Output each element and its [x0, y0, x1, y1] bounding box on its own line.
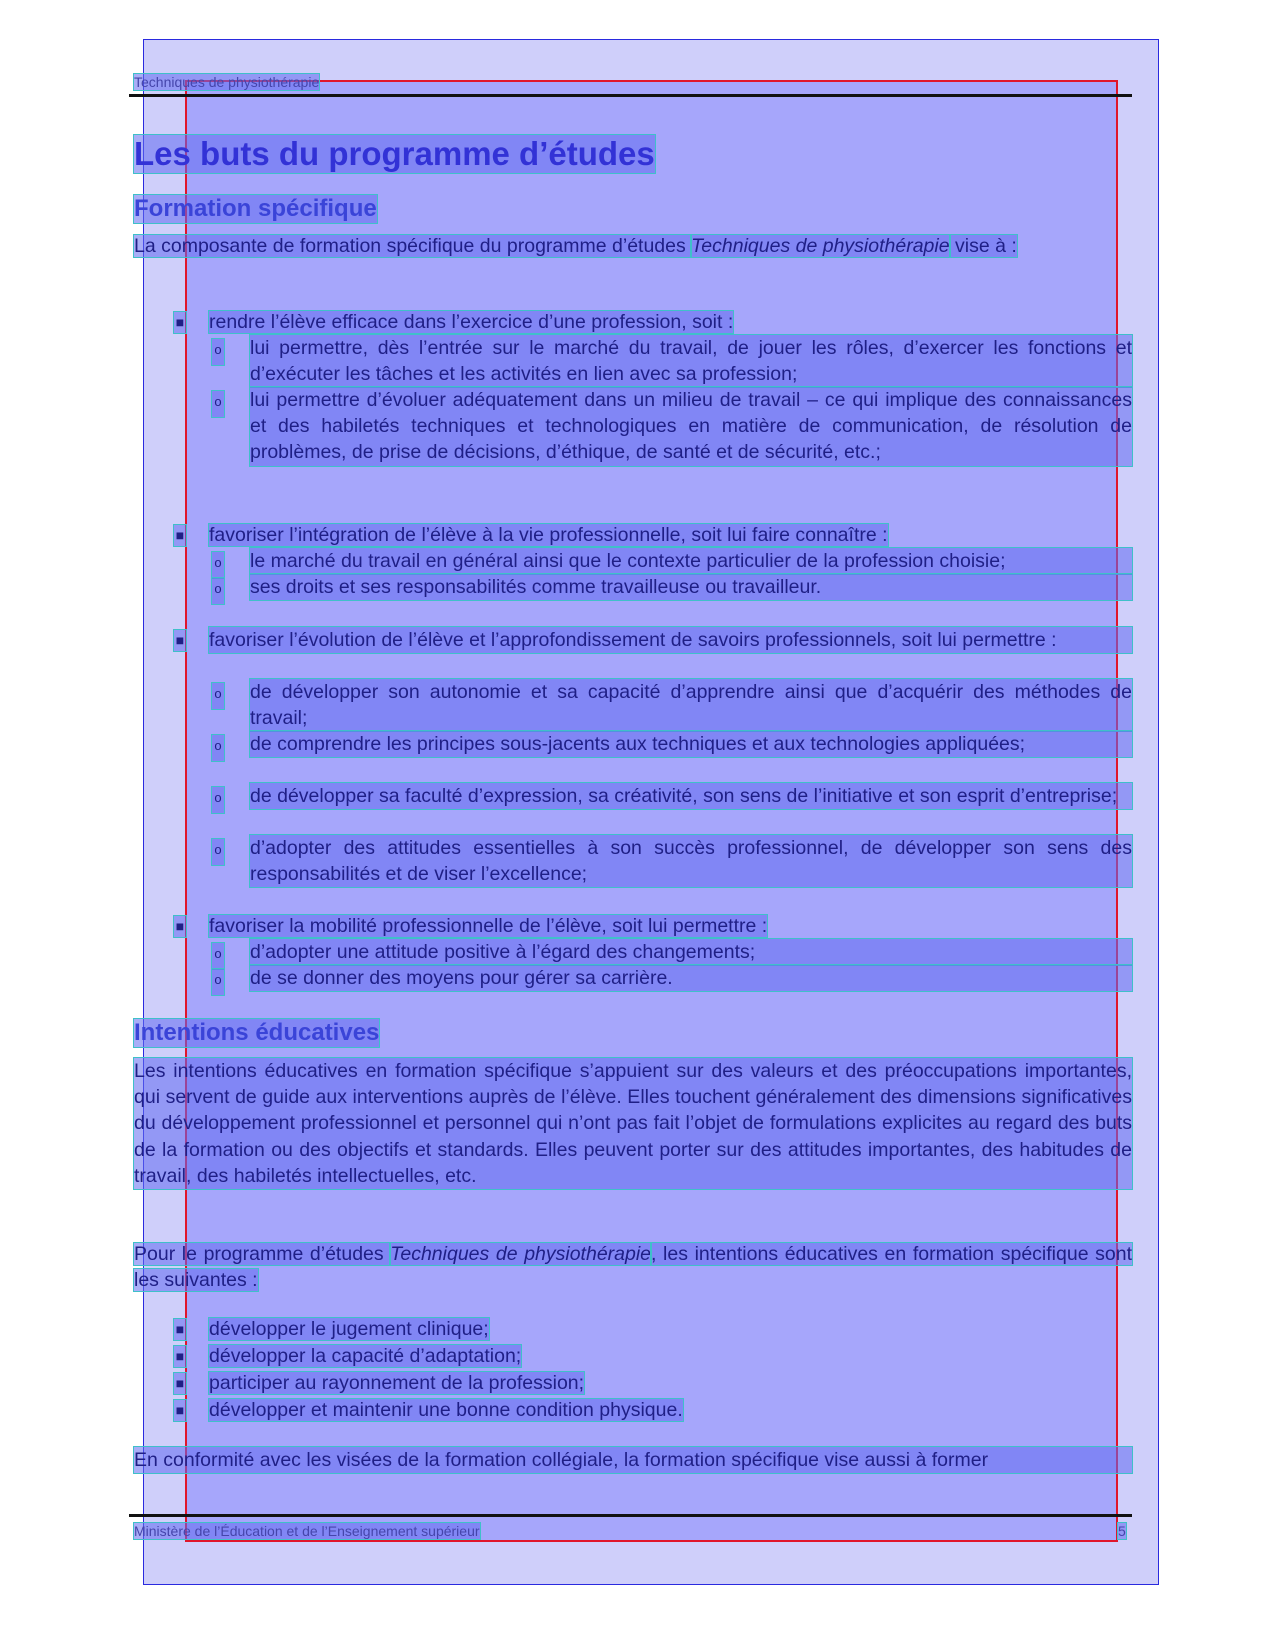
sub-bullet-item — [212, 939, 1132, 965]
program-name: Techniques de physiothérapie — [390, 1243, 652, 1265]
intro-text-before: La composante de formation spécifique du programme d’études — [134, 235, 692, 257]
circle-bullet-icon: o — [212, 787, 224, 813]
intro-program-name: Techniques de physiothérapie — [691, 235, 950, 257]
square-bullet-icon: ■ — [174, 916, 186, 937]
bullet-item — [174, 1343, 1132, 1369]
sub-bullet-item — [212, 387, 1132, 466]
program-text-before: Pour le programme d’études — [134, 1243, 391, 1265]
sub-bullet-item — [212, 783, 1132, 809]
square-bullet-icon: ■ — [174, 1346, 186, 1367]
program-text-after: , les intentions éducatives en formation spécifique sont les suivantes : — [134, 1243, 1133, 1292]
sub-bullet-item — [212, 679, 1132, 731]
closing-paragraph: En conformité avec les visées de la formation collégiale, la formation spécifique vise aussi à former — [134, 1447, 1132, 1473]
square-bullet-icon: ■ — [174, 1400, 186, 1421]
circle-bullet-icon: o — [212, 943, 224, 969]
square-bullet-icon: ■ — [174, 312, 186, 333]
bullet-item — [174, 309, 1132, 335]
bullet-text: favoriser la mobilité professionnelle de l’élève, soit lui permettre : — [209, 915, 768, 937]
sub-bullet-item — [212, 835, 1132, 887]
sub-bullet-text: de se donner des moyens pour gérer sa carrière. — [250, 965, 1132, 991]
circle-bullet-icon: o — [212, 391, 224, 417]
bullet-text: participer au rayonnement de la profession; — [209, 1372, 585, 1394]
footer-rule — [129, 1514, 1132, 1517]
sub-bullet-text: le marché du travail en général ainsi que le contexte particulier de la profession choisie; — [250, 548, 1132, 574]
bullet-item — [174, 1316, 1132, 1342]
sub-bullet-item — [212, 548, 1132, 574]
sub-bullet-text: lui permettre, dès l’entrée sur le marché du travail, de jouer les rôles, d’exercer les fonctions et d’exécuter les tâches et les activités en lien avec sa profession; — [250, 335, 1132, 387]
sub-bullet-text: d’adopter des attitudes essentielles à son succès professionnel, de développer son sens des responsabilités et de viser l’excellence; — [250, 835, 1132, 887]
bullet-text: développer la capacité d’adaptation; — [209, 1345, 522, 1367]
intro-paragraph — [134, 233, 1132, 259]
footer-ministry: Ministère de l’Éducation et de l’Enseignement supérieur — [134, 1523, 480, 1539]
circle-bullet-icon: o — [212, 839, 224, 865]
bullet-text: favoriser l’intégration de l’élève à la vie professionnelle, soit lui faire connaître : — [209, 524, 888, 546]
sub-bullet-item — [212, 965, 1132, 991]
sub-bullet-text: d’adopter une attitude positive à l’égard des changements; — [250, 939, 1132, 965]
bullet-text: développer et maintenir une bonne condition physique. — [209, 1399, 683, 1421]
document-page — [134, 0, 1132, 1651]
bullet-text: développer le jugement clinique; — [209, 1318, 489, 1340]
sub-bullet-text: de développer son autonomie et sa capacité d’apprendre ainsi que d’acquérir des méthodes de travail; — [250, 679, 1132, 731]
bullet-item — [174, 627, 1132, 653]
intro-text-after: vise à : — [949, 235, 1017, 257]
circle-bullet-icon: o — [212, 552, 224, 578]
sub-bullet-text: ses droits et ses responsabilités comme travailleuse ou travailleur. — [250, 574, 1132, 600]
bullet-item — [174, 1370, 1132, 1396]
circle-bullet-icon: o — [212, 735, 224, 761]
bullet-item — [174, 913, 1132, 939]
page-number: 5 — [1118, 1523, 1126, 1539]
square-bullet-icon: ■ — [174, 525, 186, 546]
section-heading-intentions: Intentions éducatives — [134, 1019, 380, 1046]
square-bullet-icon: ■ — [174, 1319, 186, 1340]
square-bullet-icon: ■ — [174, 1373, 186, 1394]
program-paragraph — [134, 1241, 1132, 1293]
intentions-paragraph: Les intentions éducatives en formation spécifique s’appuient sur des valeurs et des préoccupations importantes, qui servent de guide aux interventions auprès de l’élève. Elles touchent généralement des dimensions significatives du développement professionnel et personnel qui n’ont pas fait l’objet de formulations explicites au regard des buts de la formation ou des objectifs et standards. Elles peuvent porter sur des attitudes importantes, des habitudes de travail, des habiletés intellectuelles, etc. — [134, 1058, 1132, 1189]
header-rule — [129, 94, 1132, 97]
sub-bullet-item — [212, 731, 1132, 757]
running-header: Techniques de physiothérapie — [134, 74, 320, 90]
bullet-text: rendre l’élève efficace dans l’exercice d’une profession, soit : — [209, 311, 734, 333]
circle-bullet-icon: o — [212, 969, 224, 995]
sub-bullet-item — [212, 574, 1132, 600]
sub-bullet-text: lui permettre d’évoluer adéquatement dans un milieu de travail – ce qui implique des connaissances et des habiletés techniques et technologiques en matière de communication, de résolution de problèmes, de prise de décisions, d’éthique, de santé et de sécurité, etc.; — [250, 387, 1132, 466]
bullet-item — [174, 1397, 1132, 1423]
bullet-item — [174, 522, 1132, 548]
sub-bullet-text: de développer sa faculté d’expression, sa créativité, son sens de l’initiative et son esprit d’entreprise; — [250, 783, 1132, 809]
circle-bullet-icon: o — [212, 339, 224, 365]
sub-bullet-text: de comprendre les principes sous-jacents aux techniques et aux technologies appliquées; — [250, 731, 1132, 757]
circle-bullet-icon: o — [212, 683, 224, 709]
circle-bullet-icon: o — [212, 578, 224, 604]
square-bullet-icon: ■ — [174, 630, 186, 651]
sub-bullet-item — [212, 335, 1132, 387]
section-heading-formation: Formation spécifique — [134, 195, 377, 222]
bullet-text: favoriser l’évolution de l’élève et l’approfondissement de savoirs professionnels, soit lui permettre : — [209, 627, 1132, 653]
page-title: Les buts du programme d’études — [134, 135, 655, 172]
